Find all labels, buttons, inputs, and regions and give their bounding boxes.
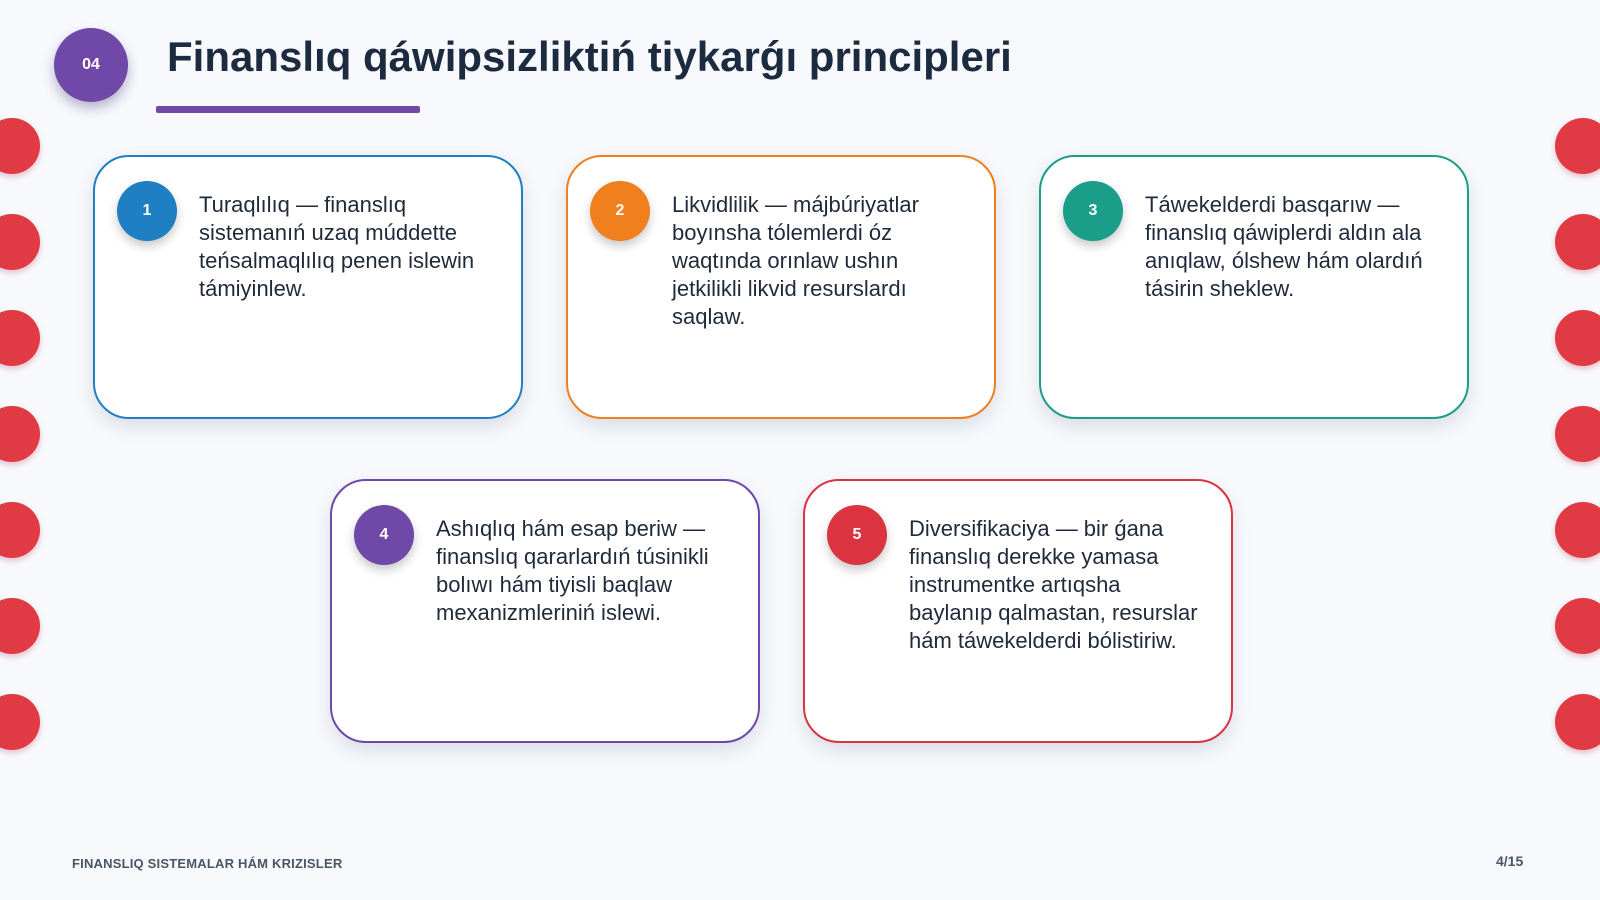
principle-card-3 <box>1039 155 1469 419</box>
page-title: Finanslıq qáwipsizliktiń tiykarǵı principleri <box>167 33 1012 80</box>
edge-dot-right <box>1555 598 1600 654</box>
edge-dot-left <box>0 214 40 270</box>
edge-dot-right <box>1555 310 1600 366</box>
edge-dot-right <box>1555 214 1600 270</box>
edge-dot-left <box>0 406 40 462</box>
edge-dot-right <box>1555 118 1600 174</box>
edge-dot-right <box>1555 502 1600 558</box>
edge-dot-left <box>0 118 40 174</box>
edge-dot-left <box>0 310 40 366</box>
edge-dot-right <box>1555 694 1600 750</box>
section-number-badge: 04 <box>54 28 128 102</box>
principle-card-1 <box>93 155 523 419</box>
principle-card-4 <box>330 479 760 743</box>
principle-card-2 <box>566 155 996 419</box>
principle-text: Táwekelderdi basqarıw — finanslıq qáwiplerdi aldın ala anıqlaw, ólshew hám olardıń tásirin sheklew. <box>1145 192 1423 301</box>
page-number: 4/15 <box>1496 853 1524 869</box>
title-underline <box>156 106 420 113</box>
edge-dot-left <box>0 598 40 654</box>
principle-number-badge: 1 <box>117 181 177 241</box>
footer-title: FINANSLIQ SISTEMALAR HÁM KRIZISLER <box>72 856 343 871</box>
principle-number-badge: 4 <box>354 505 414 565</box>
edge-dot-left <box>0 502 40 558</box>
edge-dot-left <box>0 694 40 750</box>
principle-text: Diversifikaciya — bir ǵana finanslıq derekke yamasa instrumentke artıqsha baylanıp qalmastan, resurslar hám táwekelderdi bólistiriw. <box>909 516 1198 653</box>
principle-text: Likvidlilik — májbúriyatlar boyınsha tólemlerdi óz waqtında orınlaw ushın jetkilikli likvid resurslardı saqlaw. <box>672 192 919 329</box>
principle-text: Ashıqlıq hám esap beriw — finanslıq qararlardıń túsinikli bolıwı hám tiyisli baqlaw mexanizmleriniń islewi. <box>436 516 709 625</box>
edge-dot-right <box>1555 406 1600 462</box>
principle-number-badge: 5 <box>827 505 887 565</box>
principle-number-badge: 2 <box>590 181 650 241</box>
principle-text: Turaqlılıq — finanslıq sistemanıń uzaq múddette teńsalmaqlılıq penen islewin támiyinlew. <box>199 192 475 301</box>
principle-card-5 <box>803 479 1233 743</box>
principle-number-badge: 3 <box>1063 181 1123 241</box>
